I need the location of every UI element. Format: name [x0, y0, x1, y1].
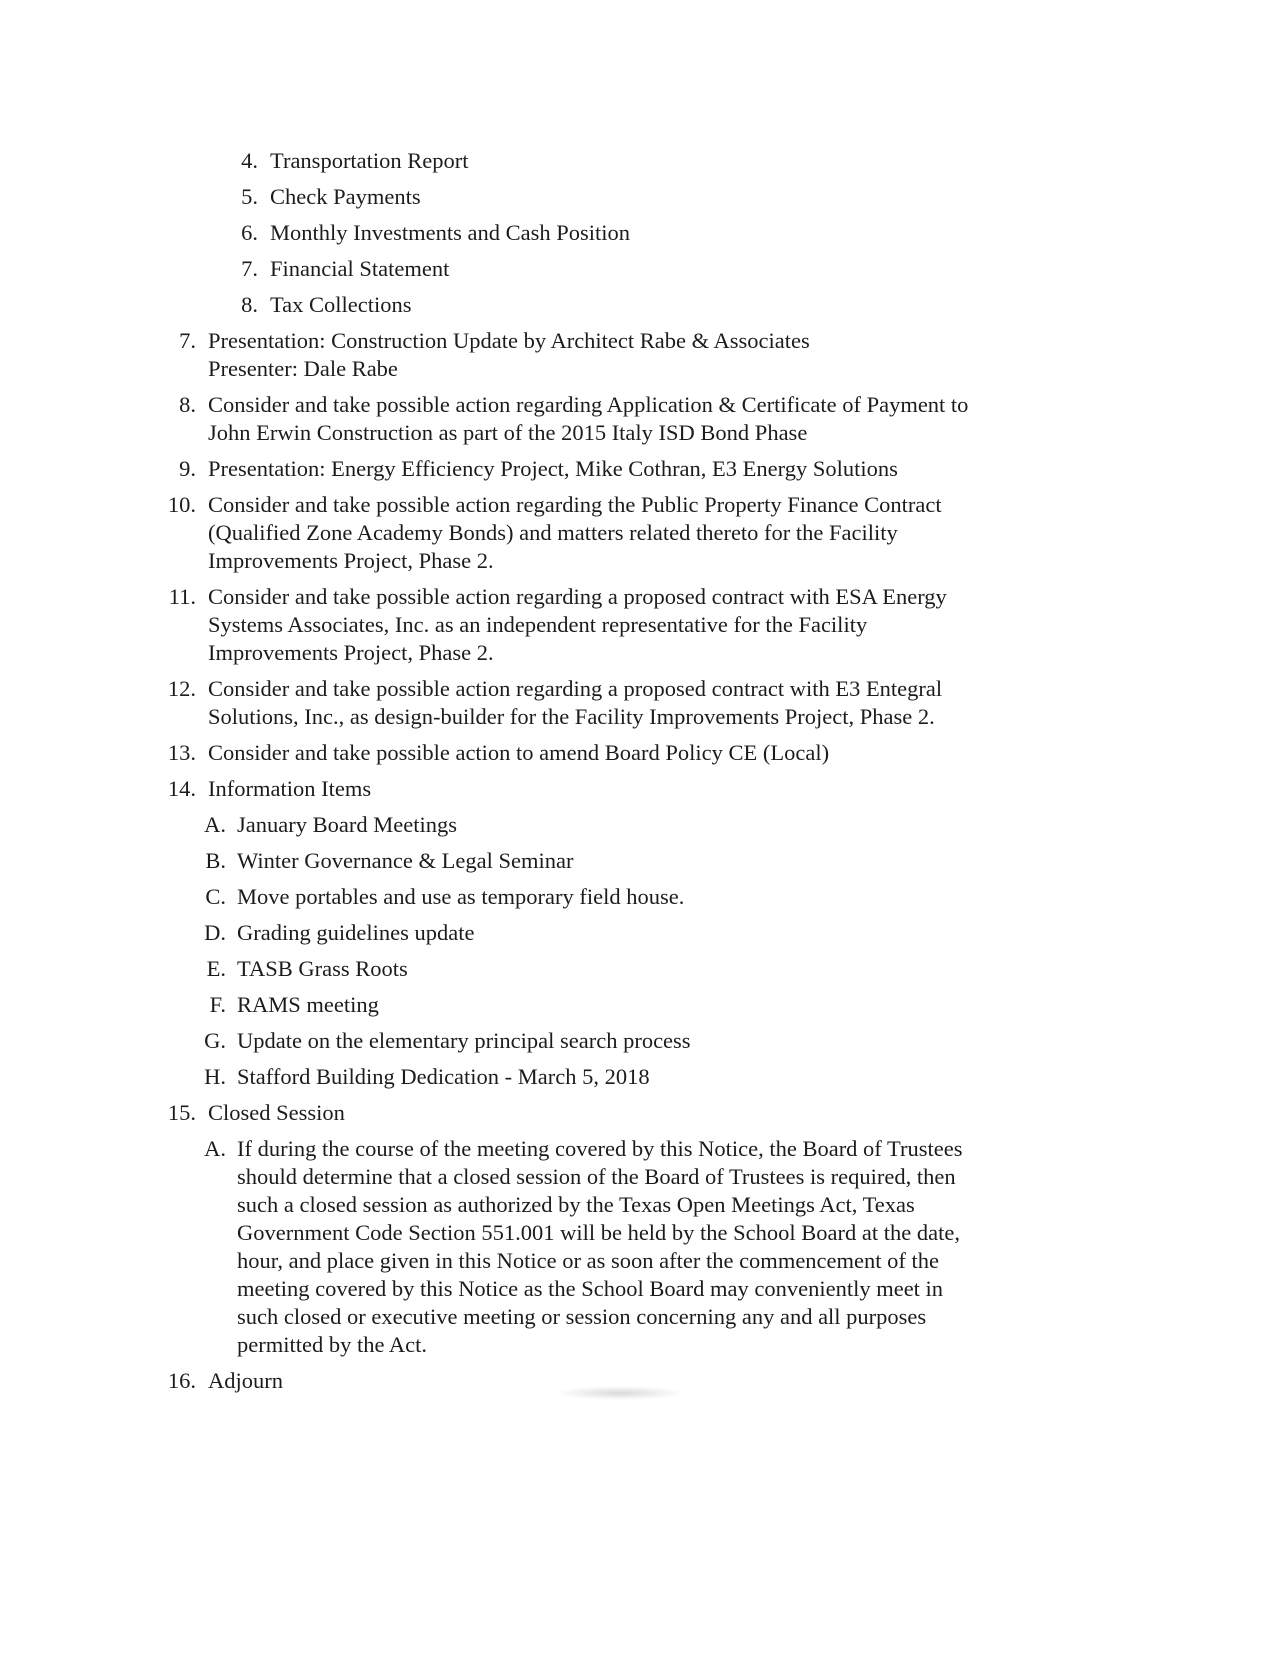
item-line: If during the course of the meeting covered by this Notice, the Board of Trustees: [237, 1136, 963, 1161]
item-line: hour, and place given in this Notice or as soon after the commencement of the: [237, 1248, 939, 1273]
item-line: Government Code Section 551.001 will be held by the School Board at the date,: [237, 1220, 960, 1245]
item-number: 15.: [167, 1100, 196, 1125]
item-text: January Board Meetings: [237, 812, 457, 837]
item-letter: E.: [206, 956, 226, 981]
item-line: Consider and take possible action regarding the Public Property Finance Contract: [208, 492, 942, 517]
item-number: 12.: [167, 676, 196, 701]
item-line: such a closed session as authorized by the Texas Open Meetings Act, Texas: [237, 1192, 915, 1217]
item-letter: B.: [205, 848, 226, 873]
item-text: Update on the elementary principal search process: [237, 1028, 691, 1053]
item-text: [208, 1099, 345, 1127]
item-line: Presenter: Dale Rabe: [208, 356, 398, 381]
item-letter: D.: [204, 920, 226, 945]
item-line: Consider and take possible action regarding a proposed contract with E3 Entegral: [208, 676, 943, 701]
item-line: Consider and take possible action to amend Board Policy CE (Local): [208, 740, 830, 765]
item-text: Monthly Investments and Cash Position: [270, 220, 630, 245]
item-text: Financial Statement: [270, 256, 450, 281]
agenda-item-14: [0, 775, 1264, 803]
agenda-item-15: [0, 1099, 1264, 1127]
item-text: Winter Governance & Legal Seminar: [237, 848, 574, 873]
agenda-subitem-14E: [0, 955, 1264, 983]
agenda-subitem-14G: [0, 1027, 1264, 1055]
agenda-subitem-14D: [0, 919, 1264, 947]
item-text: TASB Grass Roots: [237, 956, 408, 981]
agenda-subitem-14A: [0, 811, 1264, 839]
item-text: [208, 583, 947, 667]
item-number: 7.: [241, 256, 258, 281]
item-number: 5.: [241, 184, 258, 209]
agenda-item-7: [0, 327, 1264, 383]
item-text: [208, 675, 942, 731]
item-line: John Erwin Construction as part of the 2015 Italy ISD Bond Phase: [208, 420, 808, 445]
item-line: Systems Associates, Inc. as an independent representative for the Facility: [208, 612, 868, 637]
item-line: Closed Session: [208, 1100, 345, 1125]
agenda-item-11: [0, 583, 1264, 667]
item-line: should determine that a closed session of the Board of Trustees is required, then: [237, 1164, 956, 1189]
item-text: Grading guidelines update: [237, 920, 475, 945]
item-number: 10.: [167, 492, 196, 517]
item-letter: A.: [204, 812, 226, 837]
item-line: (Qualified Zone Academy Bonds) and matters related thereto for the Facility: [208, 520, 898, 545]
agenda-subitem-4: [0, 147, 1264, 175]
item-letter: H.: [204, 1064, 226, 1089]
item-number: 11.: [168, 584, 196, 609]
item-line: Improvements Project, Phase 2.: [208, 548, 494, 573]
item-text: Move portables and use as temporary field house.: [237, 884, 685, 909]
item-number: 4.: [241, 148, 258, 173]
agenda-item-13: [0, 739, 1264, 767]
item-number: 9.: [179, 456, 196, 481]
item-line: Presentation: Energy Efficiency Project, Mike Cothran, E3 Energy Solutions: [208, 456, 898, 481]
item-letter: F.: [209, 992, 226, 1017]
agenda-subitem-14C: [0, 883, 1264, 911]
agenda-subitem-14F: [0, 991, 1264, 1019]
item-line: Consider and take possible action regarding Application & Certificate of Payment to: [208, 392, 969, 417]
item-text: [208, 391, 968, 447]
item-text: Transportation Report: [270, 148, 469, 173]
item-text: [237, 1135, 962, 1359]
item-number: 6.: [241, 220, 258, 245]
item-text: Tax Collections: [270, 292, 412, 317]
item-line: such closed or executive meeting or session concerning any and all purposes: [237, 1304, 927, 1329]
item-number: 8.: [179, 392, 196, 417]
item-text: [208, 491, 942, 575]
item-text: [208, 455, 898, 483]
agenda-subitem-14H: [0, 1063, 1264, 1091]
agenda-item-8: [0, 391, 1264, 447]
item-letter: A.: [204, 1136, 226, 1161]
item-text: [208, 739, 829, 767]
item-number: 8.: [241, 292, 258, 317]
item-line: Solutions, Inc., as design-builder for the Facility Improvements Project, Phase 2.: [208, 704, 935, 729]
agenda-subitem-15A: [0, 1135, 1264, 1359]
agenda-item-12: [0, 675, 1264, 731]
agenda-subitem-8: [0, 291, 1264, 319]
agenda-item-16: [0, 1367, 1264, 1395]
item-line: Presentation: Construction Update by Architect Rabe & Associates: [208, 328, 810, 353]
agenda-subitem-7: [0, 255, 1264, 283]
agenda-subitem-6: [0, 219, 1264, 247]
item-text: Stafford Building Dedication - March 5, 2018: [237, 1064, 650, 1089]
item-number: 14.: [167, 776, 196, 801]
agenda-subitem-14B: [0, 847, 1264, 875]
agenda-item-9: [0, 455, 1264, 483]
item-line: Information Items: [208, 776, 372, 801]
item-number: 13.: [167, 740, 196, 765]
agenda-list: [0, 147, 1264, 1395]
item-text: [208, 1367, 283, 1395]
item-line: permitted by the Act.: [237, 1332, 427, 1357]
agenda-item-10: [0, 491, 1264, 575]
item-line: Adjourn: [208, 1368, 283, 1393]
agenda-subitem-5: [0, 183, 1264, 211]
item-letter: G.: [204, 1028, 226, 1053]
item-line: Consider and take possible action regarding a proposed contract with ESA Energy: [208, 584, 947, 609]
item-line: meeting covered by this Notice as the School Board may conveniently meet in: [237, 1276, 944, 1301]
item-number: 16.: [167, 1368, 196, 1393]
item-letter: C.: [205, 884, 226, 909]
item-text: [208, 775, 371, 803]
item-line: Improvements Project, Phase 2.: [208, 640, 494, 665]
item-text: RAMS meeting: [237, 992, 379, 1017]
item-number: 7.: [179, 328, 196, 353]
item-text: Check Payments: [270, 184, 421, 209]
item-text: [208, 327, 810, 383]
